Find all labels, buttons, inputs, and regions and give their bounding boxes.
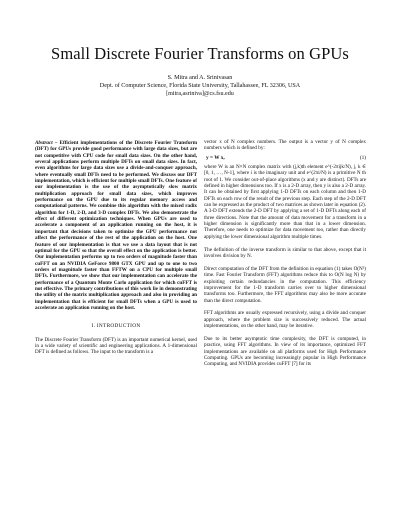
abstract-lead: Abstract <box>35 140 53 146</box>
body-paragraph: vector x of N complex numbers. The output is a vector y of N complex numbers which is defined by: <box>204 139 366 152</box>
author-names: S. Mitra and A. Srinivasan <box>167 75 233 81</box>
equation-1 <box>204 155 366 161</box>
author-email: [mitra,asriniva]@cs.fsu.edu <box>166 91 234 98</box>
right-column <box>204 139 366 368</box>
left-column <box>35 140 197 356</box>
body-paragraph: Due to its better asymptotic time complexity, the DFT is computed, in practice, using FFT algorithms. In view of its importance, optimized FFT implementations are available on all platforms used for High Performance Computing. GPUs are becoming increasingly popular in High Performance Computing, and NVIDIA provides cuFFT [7] for its <box>204 335 366 368</box>
equation-number: (1) <box>359 154 366 161</box>
section-heading-introduction: I. INTRODUCTION <box>91 323 141 330</box>
paper-title: Small Discrete Fourier Transforms on GPUs <box>51 44 349 63</box>
body-paragraph: where W is an N×N complex matrix with (j,k)th element e^(-2πijk/N), j, k ∈ [0, 1, …, N-1], where i is the imaginary unit and e^(2πi/N) is a primitive N th root of 1. We consider out-of-place algorithms (x and y are distinct). DFTs are defined in higher dimensions too. If x is a 2-D array, then y is also a 2-D array. It can be obtained by first applying 1-D DFTs on each column and then 1-D DFTs on each row of the result of the previous step. Each step of the 2-D DFT can be expressed as the product of two matrices as shown later in equation (2). A 3-D DFT extends the 2-D DFT by applying a set of 1-D DFTs along each of three directions. Note that the amount of data movement for a transform in a higher dimension is significantly more than that in a lower dimension. Therefore, one needs to optimize for data movement too, rather than directly applying the lower dimensional algorithm multiple times. <box>204 164 366 240</box>
intro-paragraph: The Discrete Fourier Transform (DFT) is an important numerical kernel, used in a wide variety of scientific and engineering applications. A 1-dimensional DFT is defined as follows. The input to the transform is a <box>35 336 197 356</box>
abstract <box>35 140 197 311</box>
author-block <box>0 74 400 99</box>
author-affiliation: Dept. of Computer Science, Florida State University, Tallahassee, FL 32306, USA <box>99 83 301 90</box>
body-paragraph: The definition of the inverse transform is similar to that above, except that it involves division by N. <box>204 246 366 259</box>
abstract-body: – Efficient implementations of the Discrete Fourier Transform (DFT) for GPUs provide good performance with large data sizes, but are not competitive with CPU code for small data sizes. On the other hand, several applications perform multiple DFTs on small data sizes. In fact, even algorithms for large data sizes use a divide-and-conquer approach, where eventually small DFTs need to be performed. We discuss our DFT implementation, which is efficient for multiple small DFTs. One feature of our implementation is the use of the asymptotically slow matrix multiplication approach for small data sizes, which improves performance on the GPU due to its regular memory access and computational patterns. We combine this algorithm with the mixed radix algorithm for 1-D, 2-D, and 3-D complex DFTs. We also demonstrate the effect of different optimization techniques. When GPUs are used to accelerate a component of an application running on the host, it is important that decisions taken to optimize the GPU performance not affect the performance of the rest of the application on the host. One feature of our implementation is that we use a data layout that is not optimal for the GPU so that the overall effect on the application is better. Our implementation performs up to two orders of magnitude faster than cuFFT on an NVIDIA GeForce 9800 GTX GPU and up to one to two orders of magnitude faster than FFTW on a CPU for multiple small DFTs. Furthermore, we show that our implementation can accelerate the performance of a Quantum Monte Carlo application for which cuFFT is not effective. The primary contributions of this work lie in demonstrating the utility of the matrix multiplication approach and also in providing an implementation that is efficient for small DFTs when a GPU is used to accelerate an application running on the host. <box>35 140 197 311</box>
equation-text: y = W x, <box>206 154 225 161</box>
body-paragraph: Direct computation of the DFT from the definition in equation (1) takes O(N²) time. Fast Fourier Transform (FFT) algorithms reduce this to O(N log N) by exploiting certain redundancies in the computation. This efficiency improvement for the 1-D transform carries over to higher dimensional transforms too. Furthermore, the FFT algorithms may also be more accurate than the direct computation. <box>204 265 366 304</box>
body-paragraph: FFT algorithms are usually expressed recursively, using a divide and conquer approach, where the problem size is successively reduced. The actual implementations, on the other hand, may be iterative. <box>204 310 366 330</box>
